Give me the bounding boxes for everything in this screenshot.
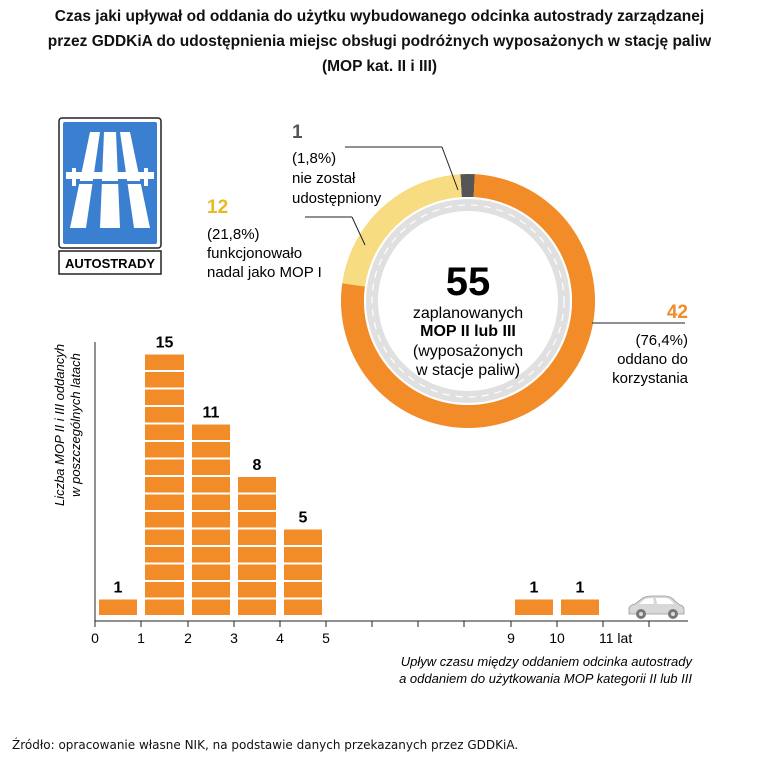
donut-segment-1 xyxy=(460,174,475,197)
x-tick-label: 2 xyxy=(184,630,192,646)
x-tick-label: 10 xyxy=(549,630,565,646)
donut-center-line-2: MOP II lub III xyxy=(420,323,516,340)
bar-2-block xyxy=(145,512,184,528)
bar-3 xyxy=(192,425,230,616)
bar-3-block xyxy=(192,425,230,441)
bar-3-block xyxy=(192,530,230,546)
y-axis-title-line-2: w poszczególnych latach xyxy=(68,353,83,497)
bar-4-block xyxy=(238,582,276,598)
bar-2-block xyxy=(145,355,184,371)
bar-value-label: 1 xyxy=(113,579,123,597)
motorway-sign-icon xyxy=(59,118,161,248)
bar-6-block xyxy=(515,600,553,616)
bar-2-block xyxy=(145,600,184,616)
source-note: Źródło: opracowanie własne NIK, na podstawie danych przekazanych przez GDDKiA. xyxy=(12,738,519,752)
bar-2-block xyxy=(145,495,184,511)
bar-value-label: 5 xyxy=(298,509,308,527)
bar-2-block xyxy=(145,372,184,388)
bar-2-block xyxy=(145,442,184,458)
callout-mop1 xyxy=(207,197,365,281)
y-axis-title-line-1: Liczba MOP II i III oddancyh xyxy=(52,343,67,507)
bar-value-label: 15 xyxy=(155,334,174,352)
x-axis-ticks xyxy=(95,621,649,627)
x-tick-label: 0 xyxy=(91,630,99,646)
callout-desc-42a: oddano do xyxy=(617,351,688,368)
x-tick-label: 3 xyxy=(230,630,238,646)
donut-total: 55 xyxy=(445,260,491,304)
callout-count-12: 12 xyxy=(207,197,229,218)
donut-center-line-3: (wyposażonych xyxy=(412,343,524,360)
car-icon xyxy=(629,596,684,619)
callout-desc-12b: nadal jako MOP I xyxy=(207,264,322,281)
title-line-3: (MOP kat. II i III) xyxy=(321,58,438,75)
bar-4-block xyxy=(238,565,276,581)
bar-7-block xyxy=(561,600,599,616)
bar-4-block xyxy=(238,495,276,511)
bar-2-block xyxy=(145,547,184,563)
bar-4-block xyxy=(238,512,276,528)
x-tick-label: 1 xyxy=(137,630,145,646)
bar-1 xyxy=(99,600,137,616)
title-line-2: przez GDDKiA do udostępnienia miejsc obsługi podróżnych wyposażonych w stację paliw xyxy=(47,33,712,50)
bar-2 xyxy=(145,355,184,616)
donut-center-line-1: zaplanowanych xyxy=(412,305,524,322)
callout-desc-12a: funkcjonowało xyxy=(207,245,303,262)
x-axis-title-line-1: Upływ czasu między oddaniem odcinka autostrady xyxy=(400,654,692,669)
bar-4-block xyxy=(238,547,276,563)
bar-5 xyxy=(284,530,322,616)
bar-2-block xyxy=(145,425,184,441)
donut-chart xyxy=(341,174,595,428)
bar-5-block xyxy=(284,582,322,598)
callout-available xyxy=(592,302,689,387)
bar-5-block xyxy=(284,547,322,563)
bar-4-block xyxy=(238,600,276,616)
bar-4-block xyxy=(238,530,276,546)
y-axis-title xyxy=(52,344,83,506)
callout-pct-42: (76,4%) xyxy=(635,332,688,349)
callout-desc-1a: nie został xyxy=(292,170,356,187)
x-axis-title-line-2: a oddaniem do użytkowania MOP kategorii II lub III xyxy=(399,671,692,686)
x-tick-label: 9 xyxy=(507,630,515,646)
bar-3-block xyxy=(192,582,230,598)
x-tick-label: 5 xyxy=(322,630,330,646)
callout-desc-42b: korzystania xyxy=(612,370,688,387)
title-line-1: Czas jaki upływał od oddania do użytku wybudowanego odcinka autostrady zarządzanej xyxy=(54,8,705,25)
bar-value-label: 11 xyxy=(202,404,220,422)
bar-3-block xyxy=(192,495,230,511)
bar-3-block xyxy=(192,512,230,528)
bar-5-block xyxy=(284,600,322,616)
bar-3-block xyxy=(192,442,230,458)
bar-2-block xyxy=(145,582,184,598)
bar-3-block xyxy=(192,565,230,581)
bar-4 xyxy=(238,477,276,615)
bar-5-block xyxy=(284,530,322,546)
bar-2-block xyxy=(145,477,184,493)
bar-4-block xyxy=(238,477,276,493)
bar-2-block xyxy=(145,460,184,476)
bar-2-block xyxy=(145,390,184,406)
x-tick-label: 4 xyxy=(276,630,284,646)
donut-center-line-4: w stacje paliw) xyxy=(415,362,521,379)
bar-value-label: 1 xyxy=(575,579,585,597)
callout-pct-12: (21,8%) xyxy=(207,226,260,243)
bar-2-block xyxy=(145,407,184,423)
callout-pct-1: (1,8%) xyxy=(292,150,337,167)
bar-7 xyxy=(561,600,599,616)
callout-desc-1b: udostępniony xyxy=(292,190,382,207)
callout-count-42: 42 xyxy=(666,302,688,323)
logo-label: AUTOSTRADY xyxy=(64,256,156,271)
bar-5-block xyxy=(284,565,322,581)
bar-3-block xyxy=(192,547,230,563)
x-tick-label: 11 lat xyxy=(599,630,633,646)
bar-6 xyxy=(515,600,553,616)
bar-2-block xyxy=(145,565,184,581)
bar-2-block xyxy=(145,530,184,546)
bar-3-block xyxy=(192,477,230,493)
bar-1-block xyxy=(99,600,137,616)
bar-3-block xyxy=(192,460,230,476)
callout-count-1: 1 xyxy=(292,122,303,143)
bar-value-label: 8 xyxy=(252,457,262,474)
bar-value-label: 1 xyxy=(529,579,539,597)
x-axis-tick-labels xyxy=(91,630,632,646)
bar-3-block xyxy=(192,600,230,616)
